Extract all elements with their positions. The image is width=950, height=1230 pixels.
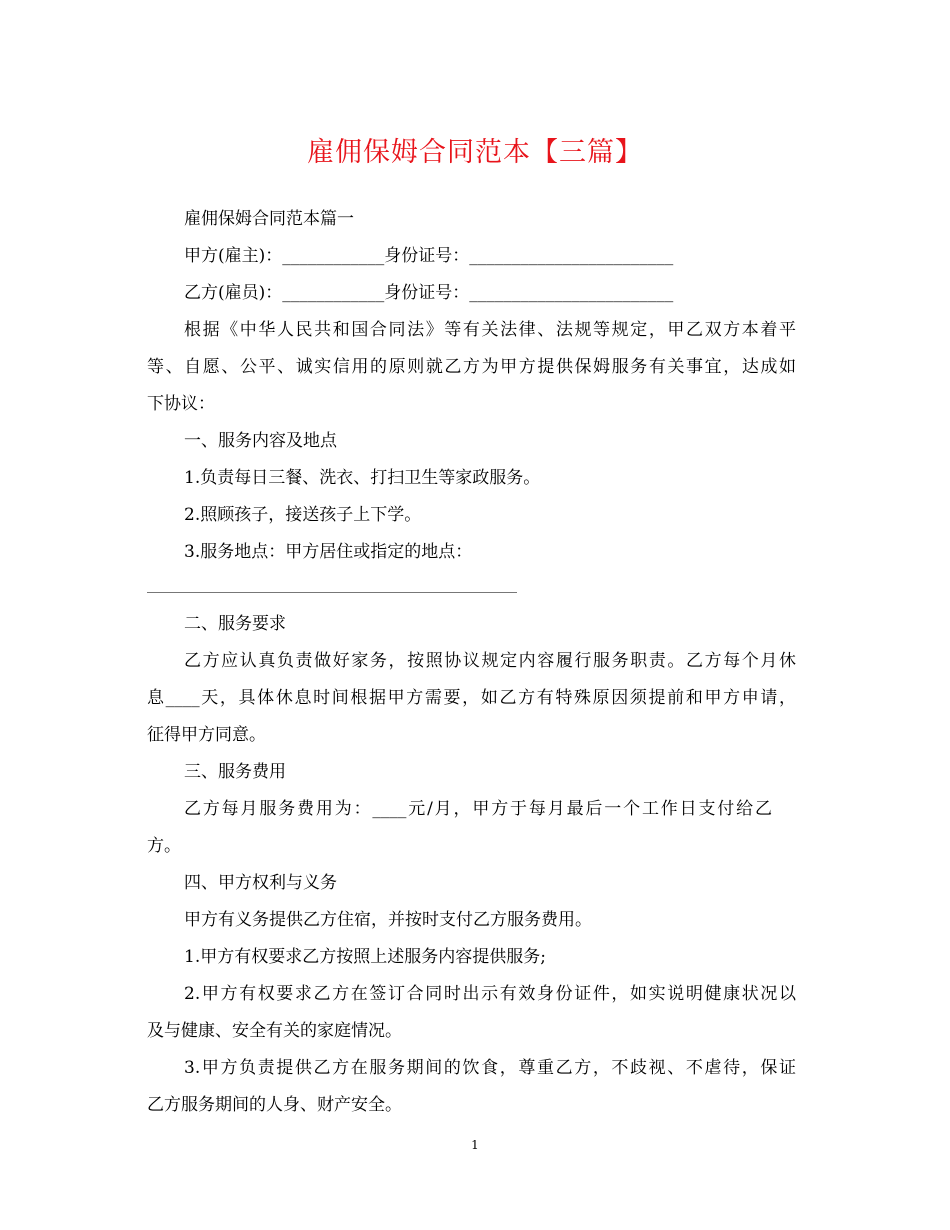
paragraph-line: 根据《中华人民共和国合同法》等有关法律、法规等规定，甲乙双方本着平 [184,320,796,340]
paragraph-line: 乙方应认真负责做好家务，按照协议规定内容履行服务职责。乙方每个月休 [184,651,796,671]
paragraph-line: 乙方服务期间的人身、财产安全。 [147,1095,402,1115]
list-item: 1.甲方有权要求乙方按照上述服务内容提供服务; [184,947,546,967]
party-b-line: 乙方(雇员)：____________身份证号：________________________ [184,283,674,303]
list-item: 2.甲方有权要求乙方在签订合同时出示有效身份证件，如实说明健康状况以 [184,984,796,1004]
paragraph-line: 及与健康、安全有关的家庭情况。 [147,1021,402,1041]
clause-heading: 四、甲方权利与义务 [184,873,337,893]
clause-heading: 三、服务费用 [184,762,286,782]
paragraph-line: 方。 [147,836,181,856]
list-item: 1.负责每日三餐、洗衣、打扫卫生等家政服务。 [184,468,541,488]
paragraph-line: 下协议： [147,394,215,414]
paragraph-line: 甲方有义务提供乙方住宿，并按时支付乙方服务费用。 [184,910,592,930]
clause-heading: 二、服务要求 [184,614,286,634]
blank-fill-line [147,592,517,593]
list-item: 2.照顾孩子，接送孩子上下学。 [184,505,422,525]
clause-heading: 一、服务内容及地点 [184,431,337,451]
paragraph-line: 息____天，具体休息时间根据甲方需要，如乙方有特殊原因须提前和甲方申请， [147,688,796,708]
section-heading: 雇佣保姆合同范本篇一 [184,209,354,229]
list-item: 3.服务地点：甲方居住或指定的地点： [184,542,473,562]
paragraph-line: 等、自愿、公平、诚实信用的原则就乙方为甲方提供保姆服务有关事宜，达成如 [147,357,796,377]
paragraph-line: 征得甲方同意。 [147,725,266,745]
party-a-line: 甲方(雇主)：____________身份证号：________________________ [184,246,674,266]
document-title: 雇佣保姆合同范本【三篇】 [307,137,643,168]
paragraph-line: 乙方每月服务费用为：____元/月，甲方于每月最后一个工作日支付给乙 [184,799,772,819]
list-item: 3.甲方负责提供乙方在服务期间的饮食，尊重乙方，不歧视、不虐待，保证 [184,1058,796,1078]
page-number: 1 [471,1138,479,1152]
